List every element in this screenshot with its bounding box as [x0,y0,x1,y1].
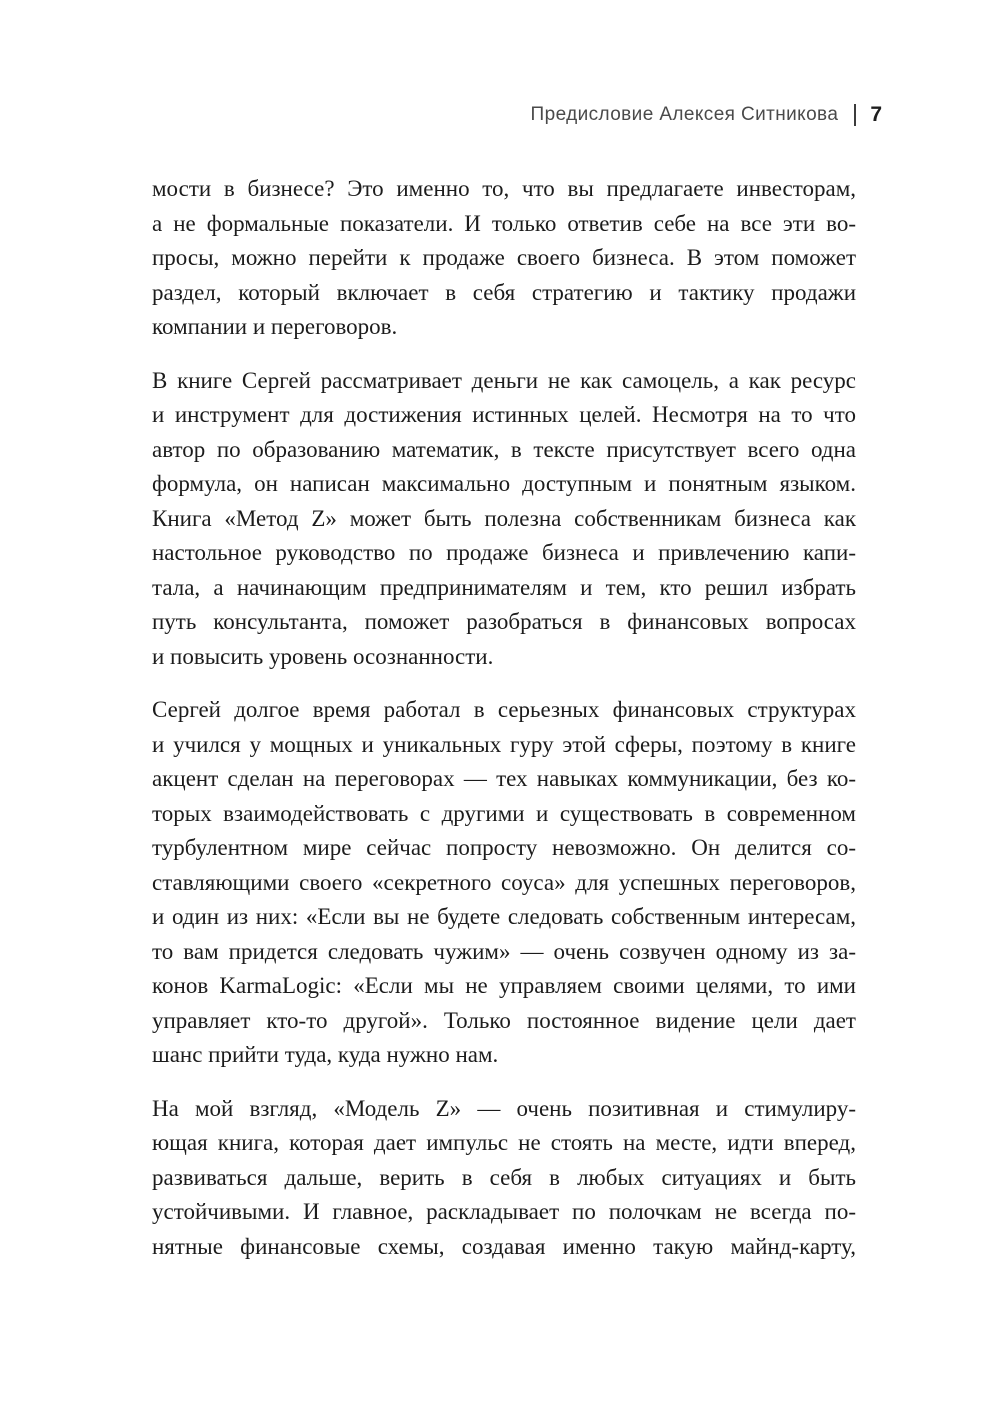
text-line: компании и переговоров. [152,314,398,339]
paragraph-4 [152,1092,856,1265]
text-line: ставляющими своего «секретного соуса» для успешных переговоров, [152,869,856,895]
text-line: конов KarmaLogic: «Если мы не управляем своими целями, то ими [152,973,856,998]
text-line: и учился у мощных и уникальных гуру этой сферы, поэтому в книге [152,731,856,757]
text-line: настольное руководство по продаже бизнеса и привлечению капи- [152,540,856,565]
text-line: В книге Сергей рассматривает деньги не как самоцель, а как ресурс [152,367,856,393]
text-line: а не формальные показатели. И только ответив себе на все эти во- [152,210,856,236]
text-line: автор по образованию математик, в тексте присутствует всего одна [152,436,856,462]
text-line: На мой взгляд, «Модель Z» — очень позитивная и стимулиру- [152,1095,856,1121]
running-header [531,103,882,127]
text-line: Книга «Метод Z» может быть полезна собственникам бизнеса как [152,505,856,531]
text-line: то вам придется следовать чужим» — очень созвучен одному из за- [152,938,856,964]
paragraph-1 [152,172,856,345]
text-line: формула, он написан максимально доступным и понятным языком. [152,471,856,496]
running-title: Предисловие Алексея Ситникова [530,104,839,125]
text-line: турбулентном мире сейчас попросту невозможно. Он делится со- [152,835,856,860]
text-line: и инструмент для достижения истинных целей. Несмотря на то что [152,402,856,427]
body-text [152,172,856,1283]
paragraph-2 [152,364,856,675]
text-line: Сергей долгое время работал в серьезных финансовых структурах [152,697,856,722]
text-line: мости в бизнесе? Это именно то, что вы предлагаете инвесторам, [152,176,856,201]
text-line: путь консультанта, поможет разобраться в финансовых вопросах [152,609,856,634]
paragraph-3 [152,693,856,1073]
text-line: просы, можно перейти к продаже своего бизнеса. В этом поможет [152,245,856,270]
text-line: нятные финансовые схемы, создавая именно такую майнд-карту, [152,1233,856,1259]
text-line: и один из них: «Если вы не будете следовать собственным интересам, [152,904,856,929]
text-line: тала, а начинающим предпринимателям и тем, кто решил избрать [152,574,856,600]
text-line: акцент сделан на переговорах — тех навыках коммуникации, без ко- [152,766,856,791]
text-line: управляет кто-то другой». Только постоянное видение цели дает [152,1007,856,1033]
text-line: ющая книга, которая дает импульс не стоять на месте, идти вперед, [152,1130,856,1155]
text-line: и повысить уровень осознанности. [152,643,494,669]
text-line: развиваться дальше, верить в себя в любых ситуациях и быть [152,1164,856,1190]
page-number: 7 [870,103,882,126]
text-line: шанс прийти туда, куда нужно нам. [152,1042,499,1067]
text-line: торых взаимодействовать с другими и существовать в современном [152,800,856,826]
text-line: устойчивыми. И главное, раскладывает по полочкам не всегда по- [152,1199,856,1224]
text-line: раздел, который включает в себя стратегию и тактику продажи [152,279,856,305]
header-divider [854,104,856,126]
